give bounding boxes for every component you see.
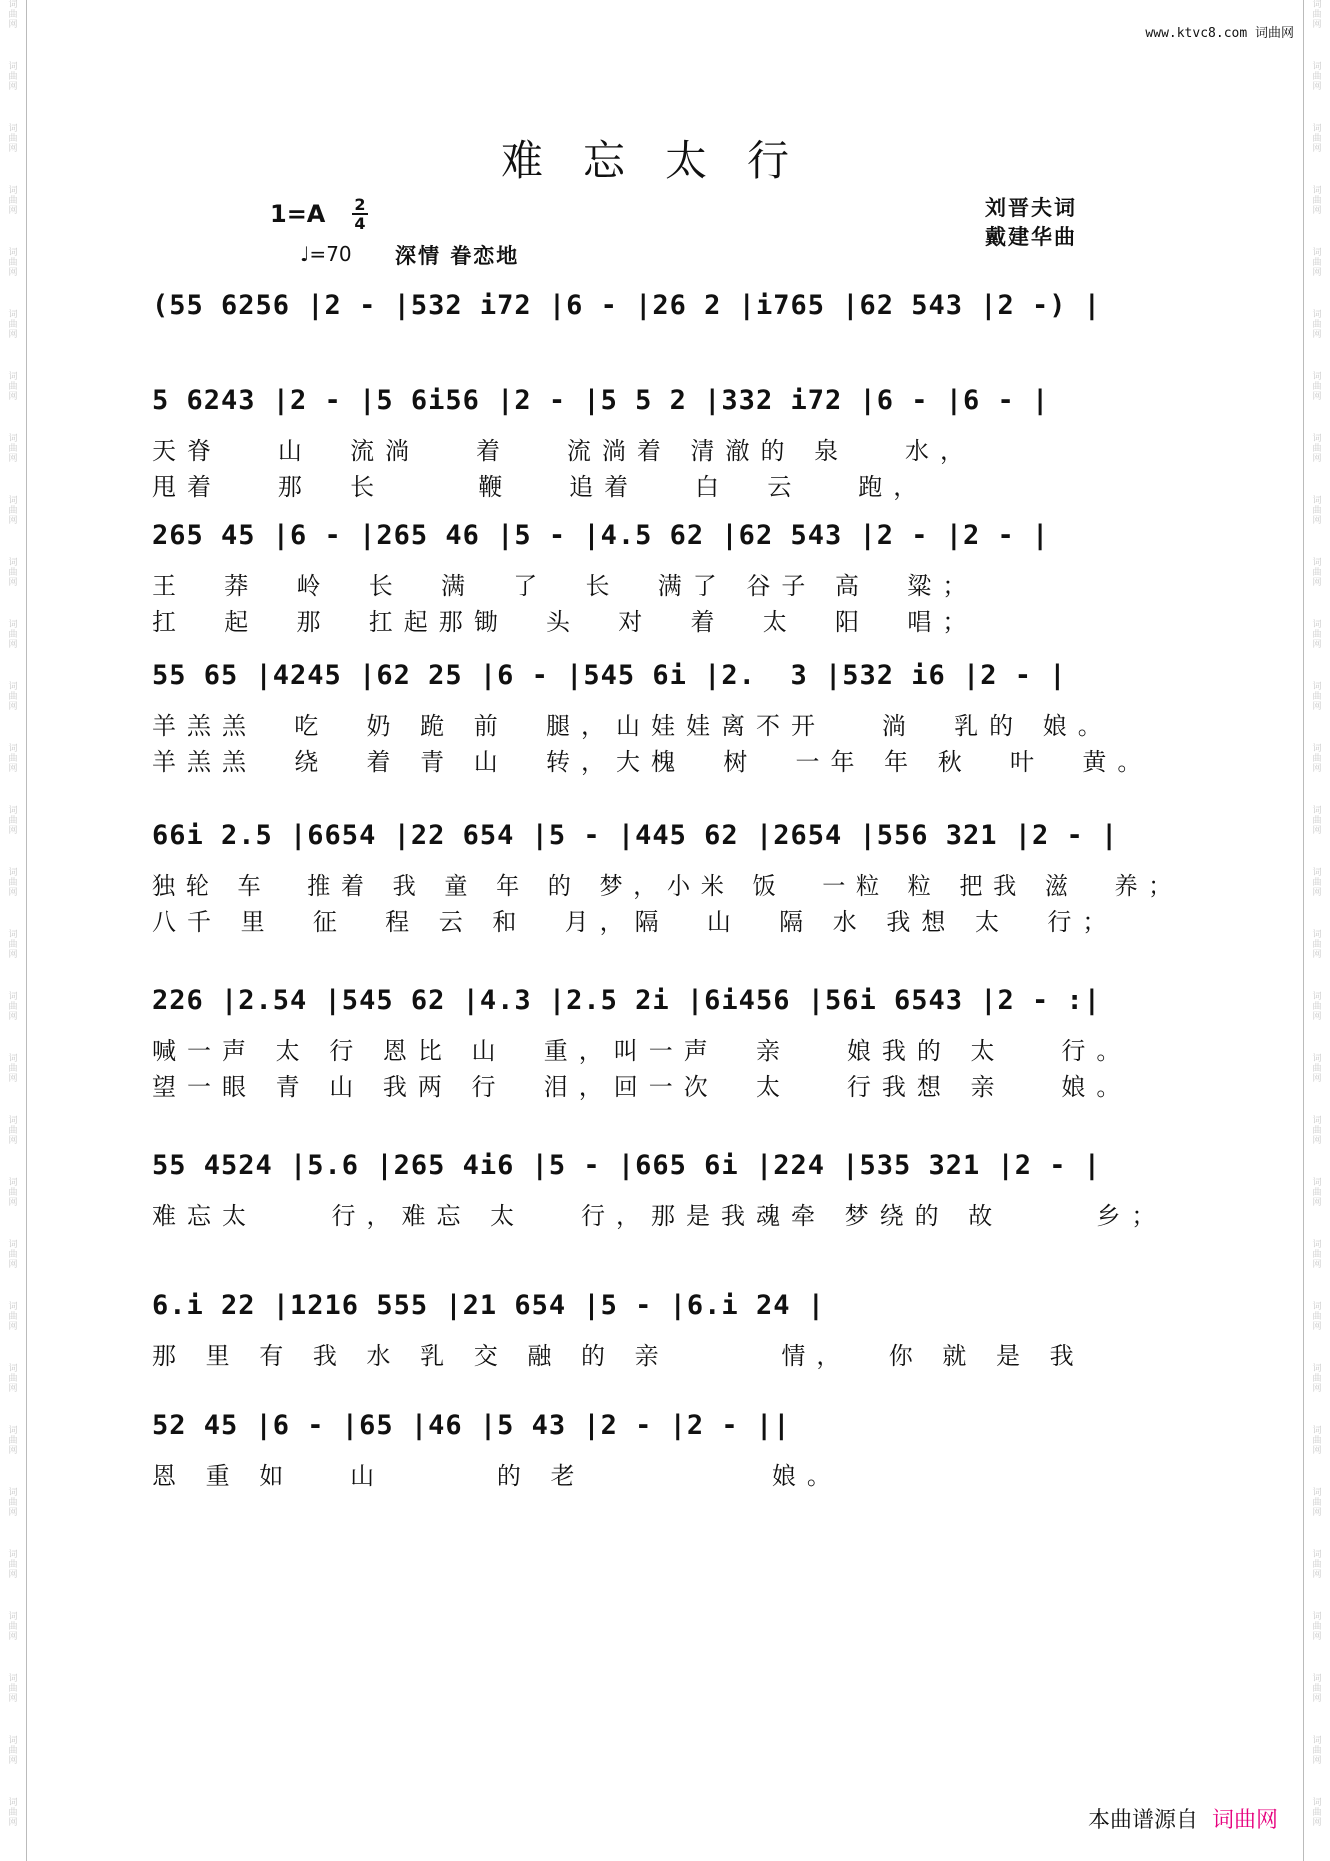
watermark-text: 词 曲 网: [8, 1178, 18, 1208]
notation-line: 6.i 22 |1216 555 |21 654 |5 - |6.i 24 |: [152, 1290, 825, 1321]
notation-line: (55 6256 |2 - |532 i72 |6 - |26 2 |i765 |62 543 |2 -) |: [152, 290, 1102, 321]
watermark-text: 词 曲 网: [1312, 124, 1322, 154]
watermark-text: 词 曲 网: [1312, 186, 1322, 216]
notation-line: 5 6243 |2 - |5 6i56 |2 - |5 5 2 |332 i72 |6 - |6 - |: [152, 385, 1050, 416]
watermark-text: 词 曲 网: [1312, 1240, 1322, 1270]
watermark-text: 词 曲 网: [1312, 1612, 1322, 1642]
watermark-text: 词 曲 网: [8, 1550, 18, 1580]
watermark-text: 词 曲 网: [1312, 1488, 1322, 1518]
page-title: 难忘太行: [500, 136, 829, 185]
lyric-line: 望一眼 青 山 我两 行 泪，回一次 太 行我想 亲 娘。: [152, 1073, 1132, 1101]
watermark-text: 词 曲 网: [1312, 992, 1322, 1022]
tempo-marking: ♩=70: [300, 242, 352, 266]
watermark-text: 词 曲 网: [8, 124, 18, 154]
watermark-text: 词 曲 网: [1312, 0, 1322, 30]
watermark-text: 词 曲 网: [1312, 1736, 1322, 1766]
watermark-text: 词 曲 网: [1312, 1054, 1322, 1084]
watermark-text: 词 曲 网: [1312, 1798, 1322, 1828]
watermark-text: 词 曲 网: [8, 1426, 18, 1456]
source-prefix: 本曲谱源自: [1087, 1808, 1198, 1833]
watermark-text: 词 曲 网: [1312, 1426, 1322, 1456]
watermark-text: 词 曲 网: [8, 0, 18, 30]
credits: [985, 194, 1077, 252]
watermark-text: 词 曲 网: [8, 744, 18, 774]
lyric-line: 扛 起 那 扛起那锄 头 对 着 太 阳 唱；: [152, 608, 978, 636]
time-signature-numerator: 2: [354, 195, 366, 214]
watermark-text: 词 曲 网: [1312, 1178, 1322, 1208]
watermark-text: 词 曲 网: [8, 1488, 18, 1518]
source-brand-link[interactable]: 词曲网: [1211, 1808, 1278, 1833]
watermark-text: 词 曲 网: [8, 1612, 18, 1642]
watermark-text: 词 曲 网: [1312, 682, 1322, 712]
lyric-line: 天脊 山 流淌 着 流淌着 清澈的 泉 水，: [152, 437, 976, 465]
watermark-text: 词 曲 网: [1312, 558, 1322, 588]
watermark-text: 词 曲 网: [8, 1054, 18, 1084]
watermark-text: 词 曲 网: [8, 620, 18, 650]
expression-marking: 深情 眷恋地: [395, 244, 520, 268]
notation-line: 66i 2.5 |6654 |22 654 |5 - |445 62 |2654 |556 321 |2 - |: [152, 820, 1119, 851]
watermark-text: 词 曲 网: [1312, 372, 1322, 402]
lyric-line: 难忘太 行，难忘 太 行，那是我魂牵 梦绕的 故 乡；: [152, 1202, 1167, 1230]
watermark-text: 词 曲 网: [1312, 806, 1322, 836]
watermark-text: 词 曲 网: [8, 992, 18, 1022]
lyric-line: 独轮 车 推着 我 童 年 的 梦，小米 饭 一粒 粒 把我 滋 养；: [152, 872, 1183, 900]
watermark-text: 词 曲 网: [1312, 868, 1322, 898]
watermark-text: 词 曲 网: [8, 806, 18, 836]
lyric-line: 王 莽 岭 长 满 了 长 满了 谷子 高 粱；: [152, 572, 978, 600]
time-signature-denominator: 4: [354, 214, 366, 233]
notation-line: 265 45 |6 - |265 46 |5 - |4.5 62 |62 543 |2 - |2 - |: [152, 520, 1050, 551]
watermark-text: 词 曲 网: [8, 1736, 18, 1766]
left-watermark-strip: [0, 0, 27, 1861]
watermark-text: 词 曲 网: [8, 1240, 18, 1270]
lyric-line: 八千 里 征 程 云 和 月，隔 山 隔 水 我想 太 行；: [152, 908, 1118, 936]
watermark-text: 词 曲 网: [1312, 434, 1322, 464]
watermark-text: 词 曲 网: [8, 186, 18, 216]
watermark-text: 词 曲 网: [1312, 620, 1322, 650]
lyric-line: 羊羔羔 绕 着 青 山 转，大槐 树 一年 年 秋 叶 黄。: [152, 748, 1153, 776]
watermark-text: 词 曲 网: [8, 930, 18, 960]
watermark-text: 词 曲 网: [1312, 744, 1322, 774]
watermark-text: 词 曲 网: [1312, 496, 1322, 526]
watermark-text: 词 曲 网: [1312, 1302, 1322, 1332]
right-watermark-strip: [1303, 0, 1330, 1861]
lyric-line: 那 里 有 我 水 乳 交 融 的 亲 情， 你 就 是 我: [152, 1342, 1085, 1370]
lyric-line: 喊一声 太 行 恩比 山 重，叫一声 亲 娘我的 太 行。: [152, 1037, 1132, 1065]
watermark-text: 词 曲 网: [8, 868, 18, 898]
notation-line: 55 4524 |5.6 |265 4i6 |5 - |665 6i |224 |535 321 |2 - |: [152, 1150, 1102, 1181]
watermark-text: 词 曲 网: [8, 558, 18, 588]
score-line: [152, 385, 1182, 505]
lyricist-credit: 刘晋夫词: [985, 196, 1077, 220]
watermark-text: 词 曲 网: [1312, 310, 1322, 340]
watermark-text: 词 曲 网: [8, 496, 18, 526]
watermark-text: 词 曲 网: [1312, 62, 1322, 92]
watermark-text: 词 曲 网: [1312, 1116, 1322, 1146]
watermark-text: 词 曲 网: [1312, 1550, 1322, 1580]
time-signature: [350, 196, 370, 232]
watermark-text: 词 曲 网: [1312, 930, 1322, 960]
watermark-text: 词 曲 网: [8, 682, 18, 712]
notation-line: 55 65 |4245 |62 25 |6 - |545 6i |2. 3 |532 i6 |2 - |: [152, 660, 1067, 691]
watermark-text: 词 曲 网: [8, 1116, 18, 1146]
watermark-text: 词 曲 网: [1312, 1364, 1322, 1394]
watermark-text: 词 曲 网: [8, 434, 18, 464]
watermark-text: 词 曲 网: [1312, 1674, 1322, 1704]
watermark-text: 词 曲 网: [8, 62, 18, 92]
score-line: [152, 1410, 1182, 1494]
notation-line: 226 |2.54 |545 62 |4.3 |2.5 2i |6i456 |56i 6543 |2 - :|: [152, 985, 1102, 1016]
watermark-text: 词 曲 网: [8, 1798, 18, 1828]
watermark-text: 词 曲 网: [1312, 248, 1322, 278]
watermark-text: 词 曲 网: [8, 248, 18, 278]
key-signature: 1=A: [270, 200, 326, 228]
score-line: [152, 1150, 1182, 1234]
bottom-credit: [1088, 1803, 1278, 1834]
score-line: [152, 1290, 1182, 1374]
score-line: [152, 820, 1182, 940]
watermark-text: 词 曲 网: [8, 310, 18, 340]
watermark-text: 词 曲 网: [8, 1364, 18, 1394]
score-line: [152, 985, 1182, 1105]
site-url[interactable]: www.ktvc8.com 词曲网: [1145, 26, 1294, 41]
score-line: [152, 520, 1182, 640]
watermark-text: 词 曲 网: [8, 372, 18, 402]
watermark-text: 词 曲 网: [8, 1674, 18, 1704]
lyric-line: 甩着 那 长 鞭 追着 白 云 跑，: [152, 473, 929, 501]
composer-credit: 戴建华曲: [985, 225, 1077, 249]
score-line: [152, 290, 1182, 338]
notation-line: 52 45 |6 - |65 |46 |5 43 |2 - |2 - ||: [152, 1410, 791, 1441]
lyric-line: 恩 重 如 山 的 老 娘。: [152, 1462, 842, 1490]
lyric-line: 羊羔羔 吃 奶 跪 前 腿，山娃娃离不开 淌 乳的 娘。: [152, 712, 1113, 740]
watermark-text: 词 曲 网: [8, 1302, 18, 1332]
score-line: [152, 660, 1182, 780]
